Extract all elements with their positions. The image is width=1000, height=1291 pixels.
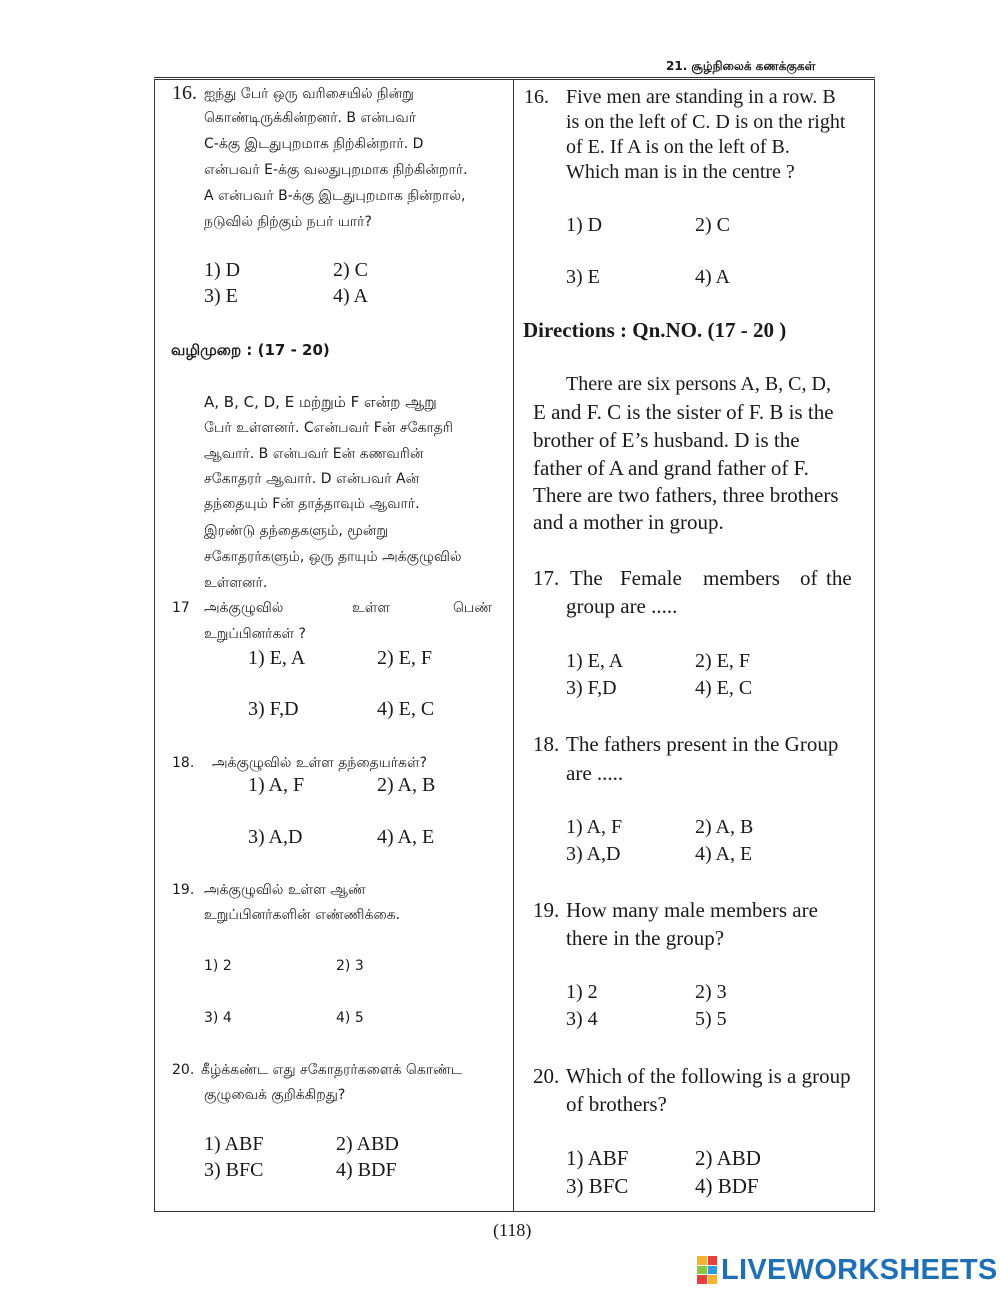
option[interactable]: 3) 4 xyxy=(204,1010,232,1026)
directions-line: சகோதரர் ஆவார். D என்பவர் Aன் xyxy=(204,471,420,487)
directions-line: சகோதரர்களும், ஒரு தாயும் அக்குழுவில் xyxy=(204,549,462,565)
question-line: குழுவைக் குறிக்கிறது? xyxy=(204,1087,346,1103)
option[interactable]: 2) ABD xyxy=(695,1146,761,1170)
option[interactable]: 3) E xyxy=(204,285,238,307)
question-word: The xyxy=(570,566,603,590)
option[interactable]: 3) 4 xyxy=(566,1008,598,1030)
question-line: A என்பவர் B-க்கு இடதுபுறமாக நின்றால், xyxy=(204,188,466,204)
directions-line: E and F. C is the sister of F. B is the xyxy=(533,400,834,424)
question-line: are ..... xyxy=(566,761,624,785)
section-heading: வழிமுறை : (17 - 20) xyxy=(171,341,330,359)
logo-icon xyxy=(697,1256,717,1284)
liveworksheets-logo[interactable] xyxy=(697,1253,998,1287)
directions-line: There are six persons A, B, C, D, xyxy=(566,373,831,395)
option[interactable]: 3) BFC xyxy=(566,1174,629,1198)
question-line: The fathers present in the Group xyxy=(566,732,839,756)
option[interactable]: 2) C xyxy=(333,259,368,281)
header-rule xyxy=(154,77,875,78)
option[interactable]: 4) 5 xyxy=(336,1010,364,1026)
question-word: உள்ள xyxy=(352,600,390,616)
question-line: கீழ்க்கண்ட எது சகோதரர்களைக் கொண்ட xyxy=(201,1062,463,1078)
option[interactable]: 2) E, F xyxy=(377,647,432,669)
option[interactable]: 3) A,D xyxy=(248,826,303,848)
option[interactable]: 1) ABF xyxy=(566,1146,629,1170)
question-line: Which man is in the centre ? xyxy=(566,161,795,183)
question-number: 19. xyxy=(533,898,560,922)
question-number: 19. xyxy=(172,882,195,898)
question-number: 17. xyxy=(533,566,560,590)
option[interactable]: 4) A xyxy=(333,285,368,307)
directions-line: A, B, C, D, E மற்றும் F என்ற ஆறு xyxy=(204,393,437,411)
option[interactable]: 3) E xyxy=(566,266,600,288)
question-word: the xyxy=(826,566,852,590)
question-number: 18. xyxy=(172,755,195,771)
question-number: 16. xyxy=(524,86,549,108)
directions-line: and a mother in group. xyxy=(533,510,724,534)
option[interactable]: 4) A xyxy=(695,266,730,288)
option[interactable]: 2) ABD xyxy=(336,1133,399,1155)
option[interactable]: 3) A,D xyxy=(566,843,621,865)
question-line: உறுப்பினர்கள் ? xyxy=(204,626,306,642)
question-number: 18. xyxy=(533,732,560,756)
option[interactable]: 1) D xyxy=(204,259,241,281)
directions-line: இரண்டு தந்தைகளும், மூன்று xyxy=(204,523,389,539)
question-word: Female xyxy=(620,566,682,590)
question-line: உறுப்பினர்களின் எண்ணிக்கை. xyxy=(204,907,401,923)
option[interactable]: 1) E, A xyxy=(248,647,306,669)
directions-line: father of A and grand father of F. xyxy=(533,456,809,480)
question-line: group are ..... xyxy=(566,594,678,618)
question-line: அக்குழுவில் உள்ள தந்தையர்கள்? xyxy=(212,755,428,771)
option[interactable]: 2) A, B xyxy=(695,816,754,838)
option[interactable]: 2) 3 xyxy=(336,958,364,974)
option[interactable]: 2) E, F xyxy=(695,650,750,672)
question-line: is on the left of C. D is on the right xyxy=(566,111,846,133)
option[interactable]: 3) BFC xyxy=(204,1159,264,1181)
option[interactable]: 1) A, F xyxy=(248,774,305,796)
question-number: 17 xyxy=(172,600,190,616)
option[interactable]: 2) A, B xyxy=(377,774,436,796)
question-line: Five men are standing in a row. B xyxy=(566,86,836,108)
question-word: பெண் xyxy=(453,600,493,616)
question-word: members xyxy=(703,566,780,590)
question-number: 20. xyxy=(533,1064,560,1088)
question-word: அக்குழுவில் xyxy=(204,600,284,616)
question-line: of brothers? xyxy=(566,1092,667,1116)
option[interactable]: 4) E, C xyxy=(377,698,435,720)
question-line: How many male members are xyxy=(566,898,818,922)
option[interactable]: 1) 2 xyxy=(204,958,232,974)
page-frame xyxy=(154,79,875,1212)
directions-line: ஆவார். B என்பவர் Eன் கணவரின் xyxy=(204,446,424,462)
question-line: C-க்கு இடதுபுறமாக நிற்கின்றார். D xyxy=(204,136,424,152)
chapter-title: 21. சூழ்நிலைக் கணக்குகள் xyxy=(666,59,816,73)
directions-line: உள்ளனர். xyxy=(204,575,268,591)
question-line: அக்குழுவில் உள்ள ஆண் xyxy=(204,882,366,898)
page-number: (118) xyxy=(493,1220,532,1240)
option[interactable]: 1) ABF xyxy=(204,1133,264,1155)
option[interactable]: 4) BDF xyxy=(336,1159,397,1181)
directions-line: தந்தையும் Fன் தாத்தாவும் ஆவார். xyxy=(204,496,420,512)
question-line: Which of the following is a group xyxy=(566,1064,851,1088)
option[interactable]: 2) C xyxy=(695,214,730,236)
option[interactable]: 1) E, A xyxy=(566,650,624,672)
column-divider xyxy=(513,79,514,1212)
question-number: 20. xyxy=(172,1062,195,1078)
option[interactable]: 4) A, E xyxy=(695,843,753,865)
question-line: there in the group? xyxy=(566,926,725,950)
option[interactable]: 4) E, C xyxy=(695,677,753,699)
question-line: of E. If A is on the left of B. xyxy=(566,136,790,158)
directions-line: brother of E’s husband. D is the xyxy=(533,428,800,452)
option[interactable]: 1) 2 xyxy=(566,981,598,1003)
option[interactable]: 3) F,D xyxy=(248,698,299,720)
section-heading: Directions : Qn.NO. (17 - 20 ) xyxy=(523,318,787,342)
option[interactable]: 1) D xyxy=(566,214,603,236)
option[interactable]: 4) BDF xyxy=(695,1174,759,1198)
directions-line: There are two fathers, three brothers xyxy=(533,483,839,507)
option[interactable]: 4) A, E xyxy=(377,826,435,848)
question-word: of xyxy=(800,566,818,590)
question-line: நடுவில் நிற்கும் நபர் யார்? xyxy=(204,214,372,230)
directions-line: பேர் உள்ளனர். Cஎன்பவர் Fன் சகோதரி xyxy=(204,420,453,436)
question-line: ஐந்து பேர் ஒரு வரிசையில் நின்று xyxy=(204,86,414,102)
logo-text: LIVEWORKSHEETS xyxy=(721,1253,998,1286)
option[interactable]: 5) 5 xyxy=(695,1008,727,1030)
option[interactable]: 3) F,D xyxy=(566,677,617,699)
question-line: என்பவர் E-க்கு வலதுபுறமாக நிற்கின்றார். xyxy=(204,162,468,178)
option[interactable]: 2) 3 xyxy=(695,981,727,1003)
question-number: 16. xyxy=(172,82,197,104)
question-line: கொண்டிருக்கின்றனர். B என்பவர் xyxy=(204,110,417,126)
option[interactable]: 1) A, F xyxy=(566,816,623,838)
